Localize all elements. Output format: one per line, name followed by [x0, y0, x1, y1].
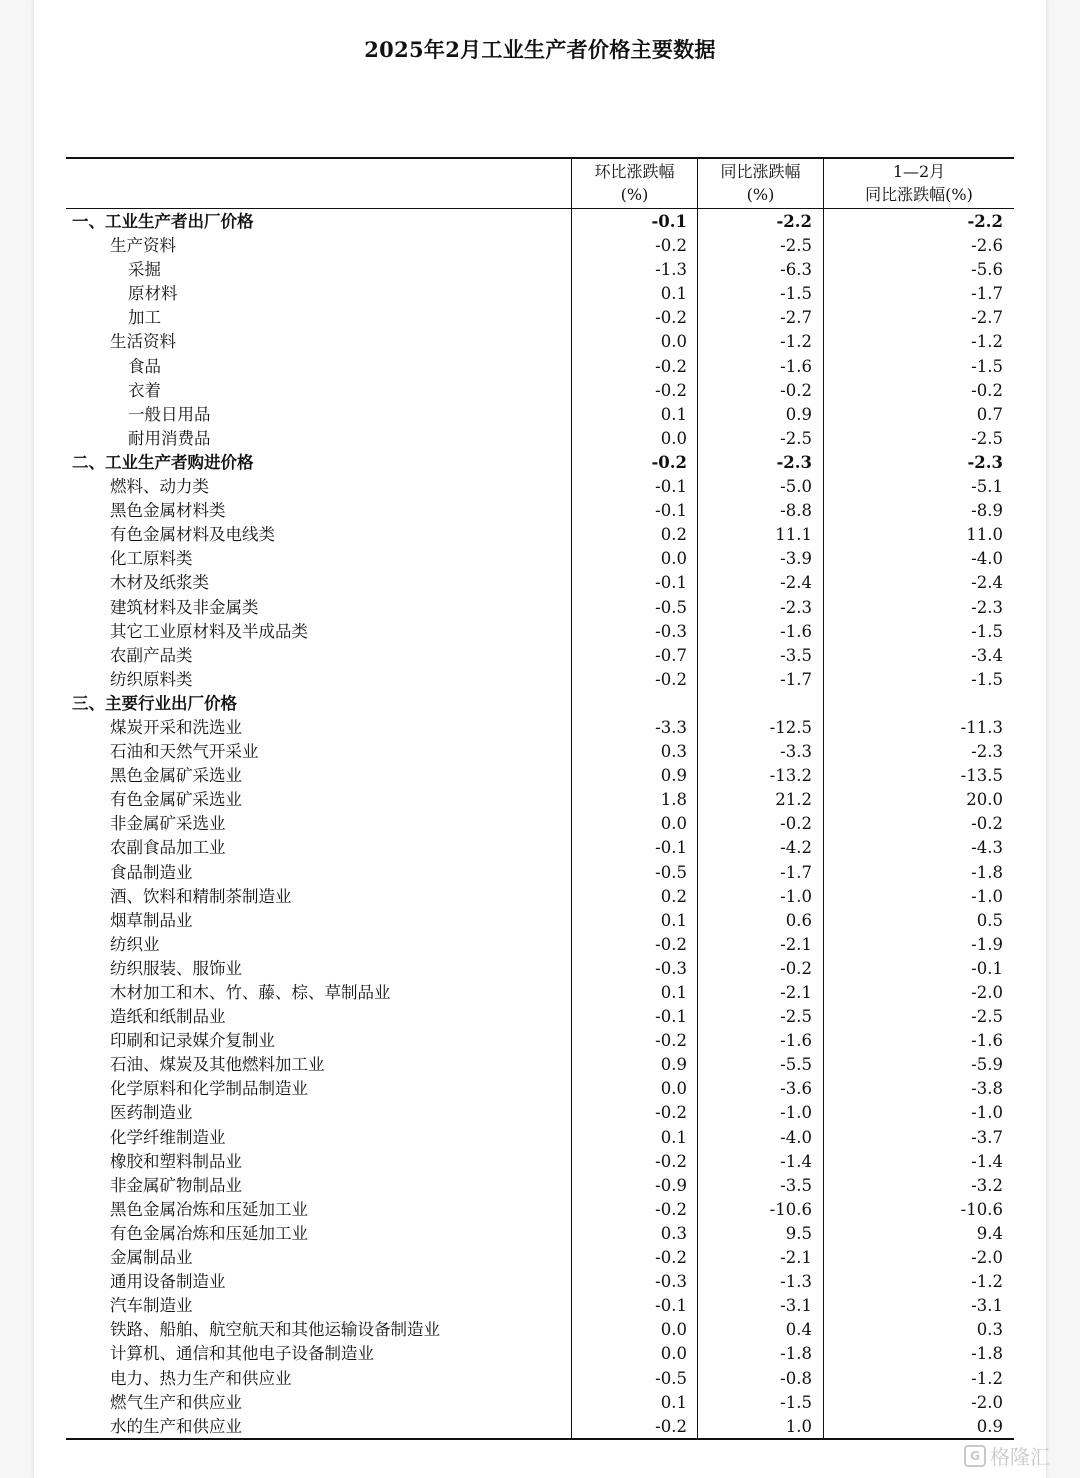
row-mom-value: -0.2: [651, 452, 687, 472]
row-label: 医药制造业: [110, 1103, 193, 1123]
column-header-yoy-line1: 同比涨跌幅: [720, 162, 801, 181]
row-label: 水的生产和供应业: [110, 1416, 242, 1436]
row-yoy-value: -1.7: [780, 669, 812, 689]
row-yoy-value: -3.5: [780, 645, 812, 665]
row-mom-value: -0.1: [655, 1007, 687, 1027]
row-label: 通用设备制造业: [110, 1272, 226, 1292]
row-yoy-value: 11.1: [775, 525, 812, 545]
row-mom-value: -0.2: [655, 1103, 687, 1123]
table-row: [66, 933, 1014, 957]
row-yoy-value: -2.5: [780, 236, 812, 256]
row-mom-value: -0.5: [655, 597, 687, 617]
column-header-mom-line1: 环比涨跌幅: [594, 162, 675, 181]
row-label: 纺织原料类: [110, 669, 193, 689]
row-ytd-value: -1.9: [971, 934, 1003, 954]
row-mom-value: 0.3: [660, 1223, 687, 1243]
row-ytd-value: 20.0: [966, 790, 1003, 810]
row-label: 木材及纸浆类: [110, 573, 209, 593]
watermark-text: 格隆汇: [990, 1445, 1050, 1469]
row-ytd-value: -1.5: [971, 669, 1003, 689]
row-mom-value: -0.2: [655, 934, 687, 954]
row-label: 铁路、船舶、航空航天和其他运输设备制造业: [110, 1320, 440, 1340]
table-row: [66, 523, 1014, 547]
row-label: 非金属矿物制品业: [110, 1175, 242, 1195]
row-mom-value: -0.2: [655, 308, 687, 328]
row-yoy-value: -12.5: [769, 717, 812, 737]
row-yoy-value: -1.7: [780, 862, 812, 882]
row-ytd-value: -1.0: [971, 1103, 1003, 1123]
table-row: [66, 1415, 1014, 1439]
row-mom-value: 0.1: [660, 404, 687, 424]
row-mom-value: 0.0: [660, 814, 687, 834]
table-row: [66, 1053, 1014, 1077]
row-label: 农副产品类: [110, 645, 193, 665]
table-row: [66, 1077, 1014, 1101]
row-ytd-value: -2.0: [971, 1248, 1003, 1268]
row-yoy-value: -4.0: [780, 1127, 812, 1147]
table-row: [66, 306, 1014, 330]
table-row: [66, 1174, 1014, 1198]
column-header-ytd: [824, 160, 1014, 208]
row-yoy-value: 0.9: [785, 404, 812, 424]
row-mom-value: 0.1: [660, 1392, 687, 1412]
table-row: [66, 571, 1014, 595]
row-label: 黑色金属矿采选业: [110, 766, 242, 786]
table-row: [66, 1222, 1014, 1246]
row-mom-value: 0.3: [660, 742, 687, 762]
row-yoy-value: -3.1: [780, 1296, 812, 1316]
row-ytd-value: -2.0: [971, 1392, 1003, 1412]
row-ytd-value: -3.2: [971, 1175, 1003, 1195]
row-mom-value: 0.0: [660, 1079, 687, 1099]
row-yoy-value: 9.5: [785, 1223, 812, 1243]
row-mom-value: -0.1: [655, 573, 687, 593]
row-label: 烟草制品业: [110, 910, 193, 930]
row-mom-value: 0.0: [660, 332, 687, 352]
row-mom-value: 0.0: [660, 549, 687, 569]
table-row: [66, 355, 1014, 379]
table-row: [66, 1198, 1014, 1222]
row-ytd-value: -1.5: [971, 621, 1003, 641]
row-label: 化工原料类: [110, 549, 193, 569]
row-mom-value: -0.2: [655, 669, 687, 689]
row-ytd-value: -2.0: [971, 983, 1003, 1002]
row-label: 印刷和记录媒介复制业: [110, 1031, 275, 1051]
row-yoy-value: -1.3: [780, 1272, 812, 1292]
row-ytd-value: -0.1: [971, 958, 1003, 978]
row-ytd-value: -1.7: [971, 284, 1003, 304]
page-margin-left: [0, 0, 34, 1478]
row-mom-value: 0.9: [660, 766, 687, 786]
table-row: [66, 692, 1014, 716]
row-yoy-value: 1.0: [785, 1416, 812, 1436]
row-label: 耐用消费品: [128, 428, 211, 448]
row-label: 造纸和纸制品业: [110, 1007, 226, 1027]
row-mom-value: 0.2: [660, 525, 687, 545]
column-header-mom: [572, 160, 697, 208]
row-yoy-value: -10.6: [769, 1199, 812, 1219]
table-row: [66, 330, 1014, 354]
row-ytd-value: 0.9: [976, 1416, 1003, 1436]
row-label: 电力、热力生产和供应业: [110, 1368, 292, 1388]
row-ytd-value: -3.7: [971, 1127, 1003, 1147]
row-yoy-value: -5.0: [780, 477, 812, 497]
row-ytd-value: -8.9: [971, 501, 1003, 521]
document-title: 2025年2月工业生产者价格主要数据: [364, 37, 716, 62]
row-ytd-value: -1.2: [971, 1272, 1003, 1292]
row-label: 木材加工和木、竹、藤、棕、草制品业: [110, 983, 391, 1002]
row-label: 黑色金属冶炼和压延加工业: [110, 1199, 308, 1219]
table-row: [66, 740, 1014, 764]
row-label: 食品制造业: [110, 862, 193, 882]
row-ytd-value: 0.3: [976, 1320, 1003, 1340]
row-yoy-value: -2.5: [780, 428, 812, 448]
row-yoy-value: -2.3: [780, 597, 812, 617]
row-mom-value: 0.0: [660, 428, 687, 448]
row-mom-value: 0.0: [660, 1320, 687, 1340]
table-row: [66, 1318, 1014, 1342]
row-ytd-value: -13.5: [960, 766, 1003, 786]
row-ytd-value: -3.1: [971, 1296, 1003, 1316]
table-row: [66, 620, 1014, 644]
row-yoy-value: -0.2: [780, 380, 812, 400]
row-yoy-value: 21.2: [775, 790, 812, 810]
table-row: [66, 596, 1014, 620]
row-mom-value: -0.2: [655, 380, 687, 400]
row-mom-value: 0.0: [660, 1344, 687, 1364]
table-row: [66, 403, 1014, 427]
row-mom-value: -0.3: [655, 1272, 687, 1292]
row-ytd-value: -2.2: [967, 212, 1003, 231]
row-mom-value: -0.2: [655, 1031, 687, 1051]
row-yoy-value: -2.7: [780, 308, 812, 328]
table-row: [66, 981, 1014, 1005]
row-ytd-value: -2.4: [971, 573, 1003, 593]
row-yoy-value: -2.5: [780, 1007, 812, 1027]
table-row: [66, 957, 1014, 981]
row-label: 三、主要行业出厂价格: [72, 693, 237, 713]
row-mom-value: -0.2: [655, 236, 687, 256]
row-yoy-value: -1.6: [780, 1031, 812, 1051]
row-mom-value: -0.1: [655, 477, 687, 497]
row-mom-value: -0.2: [655, 1248, 687, 1268]
row-label: 燃气生产和供应业: [110, 1392, 242, 1412]
row-yoy-value: -2.3: [776, 452, 812, 472]
table-row: [66, 427, 1014, 451]
row-label: 煤炭开采和洗选业: [110, 717, 242, 737]
row-ytd-value: 0.5: [976, 910, 1003, 930]
row-mom-value: -0.2: [655, 1199, 687, 1219]
row-ytd-value: -4.0: [971, 549, 1003, 569]
column-header-ytd-line1: 1—2月: [892, 162, 946, 181]
row-mom-value: 0.1: [660, 983, 687, 1002]
row-ytd-value: 0.7: [976, 404, 1003, 424]
table-row: [66, 1101, 1014, 1125]
table-row: [66, 1150, 1014, 1174]
row-yoy-value: -6.3: [780, 260, 812, 280]
table-row: [66, 1005, 1014, 1029]
table-top-rule: [66, 157, 1014, 159]
row-ytd-value: -2.7: [971, 308, 1003, 328]
table-row: [66, 644, 1014, 668]
row-mom-value: -0.3: [655, 958, 687, 978]
page-margin-right: [1046, 0, 1080, 1478]
row-mom-value: -0.9: [655, 1175, 687, 1195]
row-label: 纺织业: [110, 934, 160, 954]
row-mom-value: 0.1: [660, 284, 687, 304]
table-row: [66, 282, 1014, 306]
row-yoy-value: -1.0: [780, 1103, 812, 1123]
row-label: 酒、饮料和精制茶制造业: [110, 886, 292, 906]
row-label: 燃料、动力类: [110, 477, 209, 497]
row-label: 石油、煤炭及其他燃料加工业: [110, 1055, 325, 1075]
row-yoy-value: -13.2: [769, 766, 812, 786]
row-ytd-value: -0.2: [971, 814, 1003, 834]
row-yoy-value: -3.3: [780, 742, 812, 762]
row-mom-value: -0.1: [651, 212, 687, 231]
row-yoy-value: -2.1: [780, 1248, 812, 1268]
row-yoy-value: -1.5: [780, 284, 812, 304]
price-table-body: [66, 210, 1014, 1439]
row-ytd-value: -2.3: [971, 597, 1003, 617]
table-row: [66, 885, 1014, 909]
row-yoy-value: -4.2: [780, 838, 812, 858]
table-row: [66, 1342, 1014, 1366]
row-yoy-value: -1.4: [780, 1151, 812, 1171]
row-yoy-value: -8.8: [780, 501, 812, 521]
row-ytd-value: -1.4: [971, 1151, 1003, 1171]
table-row: [66, 836, 1014, 860]
row-label: 农副食品加工业: [110, 838, 226, 858]
row-yoy-value: -0.8: [780, 1368, 812, 1388]
row-ytd-value: 9.4: [976, 1223, 1003, 1243]
row-ytd-value: -3.8: [971, 1079, 1003, 1099]
column-header-yoy: [698, 160, 823, 208]
table-row: [66, 909, 1014, 933]
row-label: 衣着: [128, 380, 161, 400]
row-ytd-value: -1.2: [971, 332, 1003, 352]
table-row: [66, 716, 1014, 740]
table-row: [66, 258, 1014, 282]
row-yoy-value: -1.6: [780, 356, 812, 376]
table-row: [66, 1294, 1014, 1318]
table-row: [66, 764, 1014, 788]
row-ytd-value: -0.2: [971, 380, 1003, 400]
row-label: 原材料: [128, 284, 178, 304]
row-ytd-value: 11.0: [966, 525, 1003, 545]
row-mom-value: -0.3: [655, 621, 687, 641]
row-label: 化学纤维制造业: [110, 1127, 226, 1147]
table-header-rule: [66, 208, 1014, 209]
row-mom-value: 0.1: [660, 910, 687, 930]
row-label: 食品: [128, 356, 161, 376]
row-yoy-value: -2.2: [776, 212, 812, 231]
row-mom-value: -1.3: [655, 260, 687, 280]
row-yoy-value: -2.1: [780, 983, 812, 1002]
row-ytd-value: -5.6: [971, 260, 1003, 280]
row-ytd-value: -1.2: [971, 1368, 1003, 1388]
row-label: 二、工业生产者购进价格: [72, 452, 254, 472]
row-mom-value: 0.9: [660, 1055, 687, 1075]
table-row: [66, 234, 1014, 258]
row-mom-value: -0.1: [655, 1296, 687, 1316]
row-yoy-value: -1.8: [780, 1344, 812, 1364]
row-label: 一般日用品: [128, 404, 211, 424]
table-row: [66, 812, 1014, 836]
row-label: 非金属矿采选业: [110, 814, 226, 834]
table-row: [66, 1246, 1014, 1270]
row-mom-value: -0.2: [655, 1151, 687, 1171]
table-row: [66, 210, 1014, 234]
row-yoy-value: -3.6: [780, 1079, 812, 1099]
row-ytd-value: -3.4: [971, 645, 1003, 665]
column-header-ytd-line2: 同比涨跌幅(%): [865, 185, 973, 204]
row-yoy-value: -5.5: [780, 1055, 812, 1075]
row-label: 纺织服装、服饰业: [110, 958, 242, 978]
row-ytd-value: -5.1: [971, 477, 1003, 497]
row-mom-value: -0.2: [655, 1416, 687, 1436]
row-mom-value: -3.3: [655, 717, 687, 737]
table-row: [66, 475, 1014, 499]
row-yoy-value: -2.4: [780, 573, 812, 593]
row-ytd-value: -1.8: [971, 1344, 1003, 1364]
row-yoy-value: -0.2: [780, 958, 812, 978]
table-row: [66, 379, 1014, 403]
row-ytd-value: -11.3: [960, 717, 1003, 737]
row-ytd-value: -2.6: [971, 236, 1003, 256]
row-label: 采掘: [128, 260, 161, 280]
row-label: 石油和天然气开采业: [110, 742, 259, 762]
row-mom-value: -0.1: [655, 501, 687, 521]
row-yoy-value: -3.9: [780, 549, 812, 569]
row-label: 生产资料: [110, 236, 176, 256]
row-label: 计算机、通信和其他电子设备制造业: [110, 1344, 374, 1364]
row-label: 有色金属矿采选业: [110, 790, 242, 810]
row-yoy-value: -1.5: [780, 1392, 812, 1412]
row-ytd-value: -1.6: [971, 1031, 1003, 1051]
table-row: [66, 1270, 1014, 1294]
row-ytd-value: -2.5: [971, 428, 1003, 448]
row-mom-value: 1.8: [660, 790, 687, 810]
row-ytd-value: -1.8: [971, 862, 1003, 882]
column-header-yoy-line2: (%): [746, 185, 775, 204]
row-yoy-value: 0.6: [785, 910, 812, 930]
table-row: [66, 451, 1014, 475]
row-ytd-value: -2.5: [971, 1007, 1003, 1027]
table-row: [66, 788, 1014, 812]
row-mom-value: -0.5: [655, 1368, 687, 1388]
row-yoy-value: -0.2: [780, 814, 812, 834]
table-row: [66, 1126, 1014, 1150]
column-header-mom-line2: (%): [620, 185, 649, 204]
row-yoy-value: -1.2: [780, 332, 812, 352]
row-ytd-value: -5.9: [971, 1055, 1003, 1075]
row-label: 金属制品业: [110, 1248, 193, 1268]
row-label: 有色金属冶炼和压延加工业: [110, 1223, 308, 1243]
row-yoy-value: -1.6: [780, 621, 812, 641]
row-ytd-value: -1.5: [971, 356, 1003, 376]
watermark: [964, 1441, 1050, 1470]
row-label: 加工: [128, 308, 161, 328]
row-label: 建筑材料及非金属类: [110, 597, 259, 617]
row-label: 黑色金属材料类: [110, 501, 226, 521]
row-mom-value: -0.7: [655, 645, 687, 665]
row-label: 有色金属材料及电线类: [110, 525, 275, 545]
row-yoy-value: 0.4: [785, 1320, 812, 1340]
row-label: 汽车制造业: [110, 1296, 193, 1316]
table-row: [66, 668, 1014, 692]
row-label: 一、工业生产者出厂价格: [72, 212, 254, 231]
row-ytd-value: -10.6: [960, 1199, 1003, 1219]
row-mom-value: -0.5: [655, 862, 687, 882]
row-label: 其它工业原材料及半成品类: [110, 621, 308, 641]
table-row: [66, 1029, 1014, 1053]
row-mom-value: 0.1: [660, 1127, 687, 1147]
row-ytd-value: -4.3: [971, 838, 1003, 858]
row-yoy-value: -2.1: [780, 934, 812, 954]
row-mom-value: -0.1: [655, 838, 687, 858]
table-row: [66, 499, 1014, 523]
table-row: [66, 1367, 1014, 1391]
table-row: [66, 547, 1014, 571]
row-yoy-value: -1.0: [780, 886, 812, 906]
row-ytd-value: -2.3: [971, 742, 1003, 762]
table-row: [66, 861, 1014, 885]
table-row: [66, 1391, 1014, 1415]
row-mom-value: 0.2: [660, 886, 687, 906]
row-ytd-value: -1.0: [971, 886, 1003, 906]
row-label: 化学原料和化学制品制造业: [110, 1079, 308, 1099]
row-ytd-value: -2.3: [967, 452, 1003, 472]
row-label: 橡胶和塑料制品业: [110, 1151, 242, 1171]
row-label: 生活资料: [110, 332, 176, 352]
gelonghui-logo-icon: G: [964, 1445, 986, 1467]
row-mom-value: -0.2: [655, 356, 687, 376]
row-yoy-value: -3.5: [780, 1175, 812, 1195]
